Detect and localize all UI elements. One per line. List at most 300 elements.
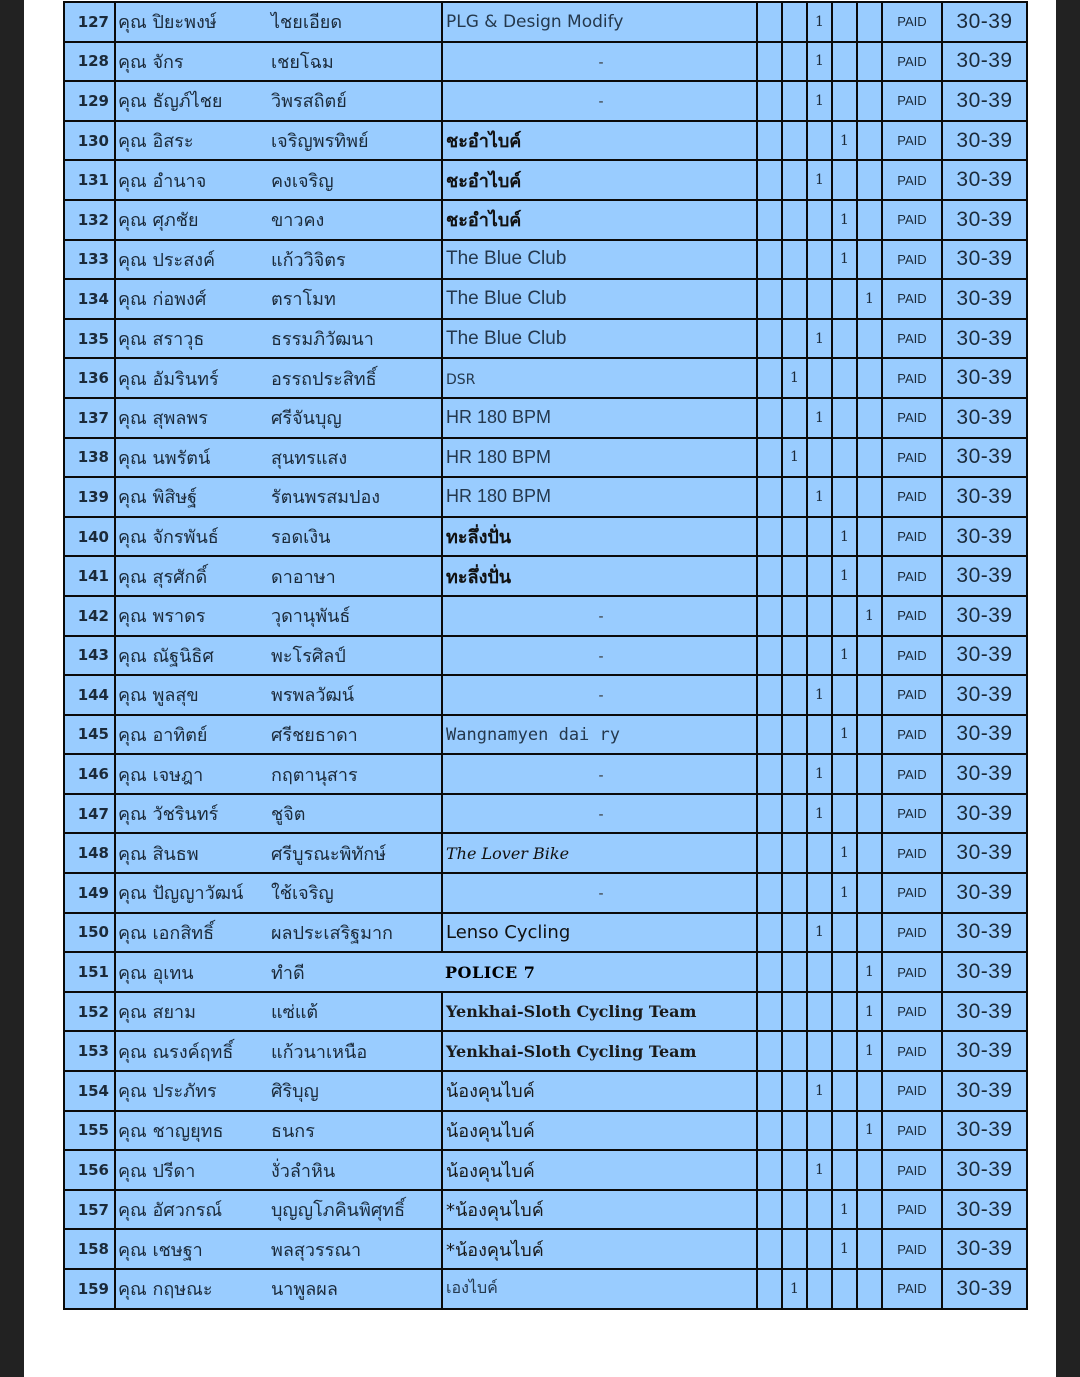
team-label: The Blue Club	[446, 327, 567, 349]
count-cell-5: 1	[857, 596, 882, 636]
count-cell-4	[832, 160, 857, 200]
team-label: Lenso Cycling	[446, 921, 571, 943]
count-cell-2	[782, 833, 807, 873]
count-cell-3	[807, 873, 832, 913]
table-row	[64, 81, 1027, 121]
last-name: ผลประเสริฐมาก	[268, 913, 442, 953]
count-cell-3: 1	[807, 319, 832, 359]
row-number: 130	[64, 121, 115, 161]
count-cell-2	[782, 992, 807, 1032]
team-label: ทะลึ่งปั่น	[446, 527, 512, 549]
team-label: น้องคุนไบค์	[446, 1160, 535, 1182]
payment-status: PAID	[882, 952, 942, 992]
count-cell-4	[832, 438, 857, 478]
age-group: 30-39	[942, 477, 1027, 517]
team-label: HR 180 BPM	[446, 446, 552, 467]
count-cell-2	[782, 556, 807, 596]
row-number: 127	[64, 2, 115, 42]
count-cell-2	[782, 1150, 807, 1190]
count-cell-3	[807, 279, 832, 319]
last-name: พรพลวัฒน์	[268, 675, 442, 715]
count-cell-5: 1	[857, 952, 882, 992]
count-cell-5: 1	[857, 1111, 882, 1151]
table-row	[64, 398, 1027, 438]
count-cell-1	[757, 81, 782, 121]
first-name: คุณ เชษฐา	[115, 1229, 268, 1269]
count-cell-5	[857, 873, 882, 913]
count-cell-2	[782, 240, 807, 280]
last-name: ศรีชยธาดา	[268, 715, 442, 755]
last-name: กฤตานุสาร	[268, 754, 442, 794]
count-cell-2	[782, 873, 807, 913]
first-name: คุณ อำนาจ	[115, 160, 268, 200]
team-label: Yenkhai-Sloth Cycling Team	[446, 1002, 697, 1022]
table-row	[64, 1111, 1027, 1151]
count-cell-4	[832, 358, 857, 398]
first-name: คุณ พิสิษฐ์	[115, 477, 268, 517]
team-label: ทะลึ่งปั่น	[446, 566, 512, 588]
payment-status: PAID	[882, 992, 942, 1032]
row-number: 128	[64, 42, 115, 82]
payment-status: PAID	[882, 42, 942, 82]
count-cell-5	[857, 398, 882, 438]
count-cell-3	[807, 517, 832, 557]
count-cell-2	[782, 121, 807, 161]
count-cell-3	[807, 438, 832, 478]
payment-status: PAID	[882, 754, 942, 794]
count-cell-5	[857, 556, 882, 596]
age-group: 30-39	[942, 240, 1027, 280]
row-number: 136	[64, 358, 115, 398]
last-name: รัตนพรสมปอง	[268, 477, 442, 517]
team-label: -	[598, 767, 604, 784]
count-cell-1	[757, 754, 782, 794]
age-group: 30-39	[942, 913, 1027, 953]
row-number: 144	[64, 675, 115, 715]
table-row	[64, 240, 1027, 280]
row-number: 154	[64, 1071, 115, 1111]
count-cell-1	[757, 556, 782, 596]
first-name: คุณ เจษฎา	[115, 754, 268, 794]
payment-status: PAID	[882, 873, 942, 913]
table-row	[64, 833, 1027, 873]
age-group: 30-39	[942, 675, 1027, 715]
row-number: 139	[64, 477, 115, 517]
last-name: ศรีบูรณะพิทักษ์	[268, 833, 442, 873]
team-label: ชะอำไบค์	[446, 131, 522, 153]
count-cell-4	[832, 952, 857, 992]
count-cell-1	[757, 160, 782, 200]
age-group: 30-39	[942, 398, 1027, 438]
table-row	[64, 754, 1027, 794]
last-name: ขาวคง	[268, 200, 442, 240]
last-name: แซ่แต้	[268, 992, 442, 1032]
count-cell-5	[857, 438, 882, 478]
count-cell-1	[757, 596, 782, 636]
age-group: 30-39	[942, 1071, 1027, 1111]
payment-status: PAID	[882, 1229, 942, 1269]
table-row	[64, 1190, 1027, 1230]
team-name	[442, 1031, 757, 1071]
count-cell-3	[807, 556, 832, 596]
count-cell-2	[782, 1031, 807, 1071]
table-row	[64, 556, 1027, 596]
count-cell-1	[757, 121, 782, 161]
age-group: 30-39	[942, 636, 1027, 676]
count-cell-5	[857, 358, 882, 398]
payment-status: PAID	[882, 121, 942, 161]
first-name: คุณ พราดร	[115, 596, 268, 636]
payment-status: PAID	[882, 319, 942, 359]
first-name: คุณ นพรัตน์	[115, 438, 268, 478]
team-name	[442, 398, 757, 438]
count-cell-4: 1	[832, 1190, 857, 1230]
age-group: 30-39	[942, 1150, 1027, 1190]
count-cell-2: 1	[782, 1269, 807, 1309]
count-cell-5: 1	[857, 279, 882, 319]
team-name	[442, 794, 757, 834]
count-cell-3	[807, 952, 832, 992]
table-row	[64, 319, 1027, 359]
row-number: 155	[64, 1111, 115, 1151]
age-group: 30-39	[942, 596, 1027, 636]
count-cell-4	[832, 1150, 857, 1190]
count-cell-5	[857, 42, 882, 82]
row-number: 134	[64, 279, 115, 319]
count-cell-5	[857, 319, 882, 359]
row-number: 146	[64, 754, 115, 794]
count-cell-1	[757, 873, 782, 913]
count-cell-1	[757, 358, 782, 398]
payment-status: PAID	[882, 2, 942, 42]
team-label: ชะอำไบค์	[446, 170, 522, 192]
last-name: ใช้เจริญ	[268, 873, 442, 913]
count-cell-2	[782, 160, 807, 200]
row-number: 147	[64, 794, 115, 834]
last-name: ศิริบุญ	[268, 1071, 442, 1111]
age-group: 30-39	[942, 358, 1027, 398]
payment-status: PAID	[882, 833, 942, 873]
team-name	[442, 517, 757, 557]
table-row	[64, 438, 1027, 478]
count-cell-3	[807, 715, 832, 755]
team-label: น้องคุนไบค์	[446, 1120, 535, 1142]
team-name	[442, 675, 757, 715]
team-label: *น้องคุนไบค์	[446, 1200, 544, 1222]
team-label: -	[598, 688, 604, 705]
count-cell-1	[757, 794, 782, 834]
team-name	[442, 754, 757, 794]
age-group: 30-39	[942, 160, 1027, 200]
count-cell-3	[807, 358, 832, 398]
table-row	[64, 913, 1027, 953]
age-group: 30-39	[942, 279, 1027, 319]
count-cell-1	[757, 42, 782, 82]
count-cell-5: 1	[857, 1031, 882, 1071]
row-number: 149	[64, 873, 115, 913]
count-cell-2	[782, 477, 807, 517]
count-cell-3: 1	[807, 81, 832, 121]
row-number: 152	[64, 992, 115, 1032]
first-name: คุณ ณรงค์ฤทธิ์	[115, 1031, 268, 1071]
registration-table	[63, 1, 1028, 1310]
count-cell-1	[757, 319, 782, 359]
team-name	[442, 160, 757, 200]
count-cell-1	[757, 2, 782, 42]
payment-status: PAID	[882, 200, 942, 240]
team-label: HR 180 BPM	[446, 486, 552, 507]
row-number: 143	[64, 636, 115, 676]
first-name: คุณ ชาญยุทธ	[115, 1111, 268, 1151]
count-cell-3	[807, 636, 832, 676]
team-label: DSR	[446, 371, 476, 388]
table-row	[64, 121, 1027, 161]
payment-status: PAID	[882, 240, 942, 280]
team-label: Wangnamyen dai ry	[446, 724, 620, 745]
count-cell-2	[782, 81, 807, 121]
first-name: คุณ ปัญญาวัฒน์	[115, 873, 268, 913]
age-group: 30-39	[942, 1111, 1027, 1151]
team-name	[442, 279, 757, 319]
count-cell-3	[807, 121, 832, 161]
age-group: 30-39	[942, 873, 1027, 913]
age-group: 30-39	[942, 121, 1027, 161]
count-cell-4	[832, 319, 857, 359]
team-name	[442, 2, 757, 42]
count-cell-4	[832, 2, 857, 42]
last-name: ชูจิต	[268, 794, 442, 834]
table-row	[64, 992, 1027, 1032]
team-label: -	[598, 648, 604, 665]
first-name: คุณ สุรศักดิ์	[115, 556, 268, 596]
row-number: 135	[64, 319, 115, 359]
count-cell-1	[757, 1269, 782, 1309]
age-group: 30-39	[942, 715, 1027, 755]
count-cell-5	[857, 517, 882, 557]
count-cell-2	[782, 675, 807, 715]
table-row	[64, 715, 1027, 755]
first-name: คุณ วัชรินทร์	[115, 794, 268, 834]
first-name: คุณ เอกสิทธิ์	[115, 913, 268, 953]
team-label: The Blue Club	[446, 287, 567, 309]
count-cell-4	[832, 1071, 857, 1111]
row-number: 141	[64, 556, 115, 596]
payment-status: PAID	[882, 636, 942, 676]
count-cell-1	[757, 833, 782, 873]
payment-status: PAID	[882, 913, 942, 953]
count-cell-2	[782, 1071, 807, 1111]
payment-status: PAID	[882, 1190, 942, 1230]
count-cell-1	[757, 1229, 782, 1269]
count-cell-2	[782, 319, 807, 359]
payment-status: PAID	[882, 1111, 942, 1151]
first-name: คุณ สินธพ	[115, 833, 268, 873]
count-cell-5	[857, 477, 882, 517]
count-cell-4: 1	[832, 556, 857, 596]
team-name	[442, 81, 757, 121]
team-name	[442, 121, 757, 161]
count-cell-1	[757, 398, 782, 438]
team-name	[442, 1111, 757, 1151]
count-cell-4	[832, 42, 857, 82]
last-name: รอดเงิน	[268, 517, 442, 557]
last-name: แก้วนาเหนือ	[268, 1031, 442, 1071]
count-cell-4	[832, 279, 857, 319]
age-group: 30-39	[942, 1229, 1027, 1269]
age-group: 30-39	[942, 1190, 1027, 1230]
count-cell-5	[857, 715, 882, 755]
team-name	[442, 913, 757, 953]
last-name: คงเจริญ	[268, 160, 442, 200]
table-row	[64, 873, 1027, 913]
team-name	[442, 1229, 757, 1269]
count-cell-3	[807, 1190, 832, 1230]
count-cell-5	[857, 160, 882, 200]
payment-status: PAID	[882, 398, 942, 438]
count-cell-5	[857, 81, 882, 121]
count-cell-1	[757, 1190, 782, 1230]
payment-status: PAID	[882, 1269, 942, 1309]
count-cell-3	[807, 833, 832, 873]
count-cell-3	[807, 1269, 832, 1309]
count-cell-4	[832, 1111, 857, 1151]
row-number: 156	[64, 1150, 115, 1190]
team-name	[442, 952, 757, 992]
count-cell-2	[782, 200, 807, 240]
count-cell-4	[832, 81, 857, 121]
count-cell-4	[832, 477, 857, 517]
count-cell-1	[757, 438, 782, 478]
table-row	[64, 279, 1027, 319]
count-cell-1	[757, 1071, 782, 1111]
team-label: -	[598, 94, 604, 111]
payment-status: PAID	[882, 517, 942, 557]
age-group: 30-39	[942, 1269, 1027, 1309]
first-name: คุณ สยาม	[115, 992, 268, 1032]
count-cell-2	[782, 1190, 807, 1230]
count-cell-1	[757, 913, 782, 953]
age-group: 30-39	[942, 200, 1027, 240]
count-cell-2	[782, 2, 807, 42]
payment-status: PAID	[882, 715, 942, 755]
count-cell-5	[857, 121, 882, 161]
team-name	[442, 715, 757, 755]
first-name: คุณ อัศวกรณ์	[115, 1190, 268, 1230]
age-group: 30-39	[942, 319, 1027, 359]
payment-status: PAID	[882, 556, 942, 596]
table-row	[64, 1229, 1027, 1269]
team-name	[442, 556, 757, 596]
age-group: 30-39	[942, 952, 1027, 992]
count-cell-2	[782, 715, 807, 755]
count-cell-3	[807, 596, 832, 636]
payment-status: PAID	[882, 358, 942, 398]
team-name	[442, 992, 757, 1032]
team-label: น้องคุนไบค์	[446, 1081, 535, 1103]
count-cell-3: 1	[807, 42, 832, 82]
payment-status: PAID	[882, 279, 942, 319]
team-name	[442, 358, 757, 398]
last-name: อรรถประสิทธิ์	[268, 358, 442, 398]
table-row	[64, 200, 1027, 240]
age-group: 30-39	[942, 2, 1027, 42]
team-label: -	[598, 609, 604, 626]
last-name: งั่วลำหิน	[268, 1150, 442, 1190]
count-cell-1	[757, 675, 782, 715]
age-group: 30-39	[942, 556, 1027, 596]
count-cell-1	[757, 200, 782, 240]
count-cell-5	[857, 1269, 882, 1309]
count-cell-3	[807, 200, 832, 240]
last-name: พะโรศิลป์	[268, 636, 442, 676]
row-number: 132	[64, 200, 115, 240]
table-row	[64, 636, 1027, 676]
last-name: วิพรสถิตย์	[268, 81, 442, 121]
first-name: คุณ ประภัทร	[115, 1071, 268, 1111]
count-cell-3: 1	[807, 754, 832, 794]
row-number: 131	[64, 160, 115, 200]
count-cell-5	[857, 240, 882, 280]
count-cell-1	[757, 279, 782, 319]
count-cell-5	[857, 1150, 882, 1190]
count-cell-3: 1	[807, 1150, 832, 1190]
team-name	[442, 240, 757, 280]
count-cell-4: 1	[832, 200, 857, 240]
first-name: คุณ อิสระ	[115, 121, 268, 161]
last-name: แก้ววิจิตร	[268, 240, 442, 280]
last-name: เชยโฉม	[268, 42, 442, 82]
first-name: คุณ อาทิตย์	[115, 715, 268, 755]
age-group: 30-39	[942, 81, 1027, 121]
row-number: 148	[64, 833, 115, 873]
team-label: POLICE 7	[445, 962, 536, 982]
first-name: คุณ ณัฐนิธิศ	[115, 636, 268, 676]
count-cell-5	[857, 1190, 882, 1230]
count-cell-1	[757, 240, 782, 280]
first-name: คุณ สราวุธ	[115, 319, 268, 359]
count-cell-2	[782, 596, 807, 636]
row-number: 142	[64, 596, 115, 636]
count-cell-4	[832, 398, 857, 438]
team-name	[442, 438, 757, 478]
count-cell-4	[832, 794, 857, 834]
first-name: คุณ ประสงค์	[115, 240, 268, 280]
count-cell-3: 1	[807, 398, 832, 438]
count-cell-1	[757, 636, 782, 676]
first-name: คุณ กฤษณะ	[115, 1269, 268, 1309]
row-number: 145	[64, 715, 115, 755]
count-cell-2	[782, 952, 807, 992]
first-name: คุณ ก่อพงศ์	[115, 279, 268, 319]
count-cell-1	[757, 477, 782, 517]
last-name: ศรีจันบุญ	[268, 398, 442, 438]
last-name: ธรรมภิวัฒนา	[268, 319, 442, 359]
first-name: คุณ สุพลพร	[115, 398, 268, 438]
team-name	[442, 477, 757, 517]
count-cell-4	[832, 913, 857, 953]
payment-status: PAID	[882, 596, 942, 636]
age-group: 30-39	[942, 754, 1027, 794]
count-cell-4	[832, 675, 857, 715]
count-cell-5	[857, 200, 882, 240]
last-name: วุดานุพันธ์	[268, 596, 442, 636]
row-number: 158	[64, 1229, 115, 1269]
count-cell-5	[857, 754, 882, 794]
age-group: 30-39	[942, 1031, 1027, 1071]
table-row	[64, 794, 1027, 834]
count-cell-5	[857, 636, 882, 676]
table-row	[64, 477, 1027, 517]
